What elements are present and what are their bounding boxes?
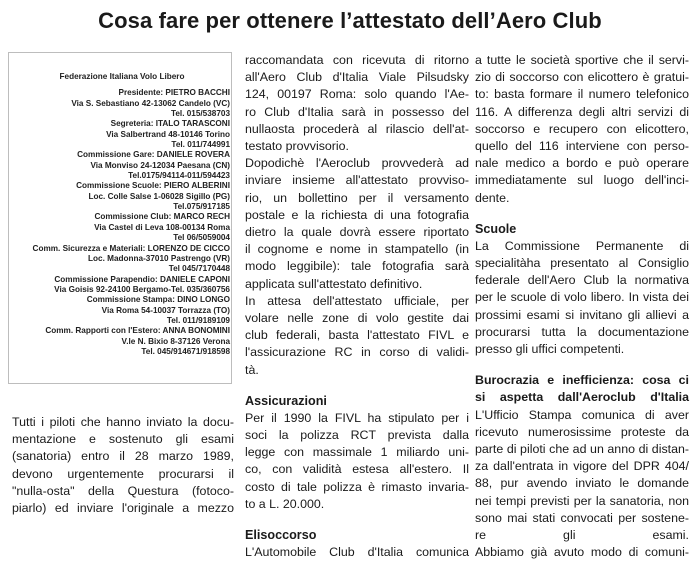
paragraph-dopodiche bbox=[245, 155, 469, 293]
text-line: ricevuto numerosissime proteste da bbox=[475, 424, 689, 439]
federation-line: Loc. Madonna-37010 Pastrengo (VR) bbox=[88, 253, 230, 263]
text-line: Tutti i piloti che hanno inviato la docu- bbox=[12, 415, 234, 429]
text-line: legge con massimale 1 miliardo uni- bbox=[245, 445, 469, 460]
paragraph-assicurazioni bbox=[245, 410, 469, 513]
text-line: l'assicurazione RC in corso di validi- bbox=[245, 345, 469, 360]
text-line: ro Club d'Italia sarà in possesso del bbox=[245, 104, 469, 119]
text-line: quello del 116 interviene con perso- bbox=[475, 139, 689, 154]
heading-line: Burocrazia e inefficienza: cosa ci bbox=[475, 373, 689, 388]
federation-line: Commissione Scuole: PIERO ALBERINI bbox=[76, 181, 230, 191]
federation-line: Via S. Sebastiano 42-13062 Candelo (VC) bbox=[71, 98, 230, 108]
text-line: Dopodichè l'Aeroclub provvederà ad bbox=[245, 156, 469, 171]
section-heading-assicurazioni: Assicurazioni bbox=[245, 393, 327, 408]
text-line: mentazione e sostenuto gli esami bbox=[12, 432, 234, 447]
text-line: testato provvisorio. bbox=[245, 139, 349, 154]
text-line: La Commissione Permanente di bbox=[475, 238, 689, 253]
text-line: (sanatoria) entro il 28 marzo 1989, bbox=[12, 449, 234, 464]
federation-line: Via Roma 54-10037 Torrazza (TO) bbox=[101, 305, 230, 315]
federation-line: Tel.075/917185 bbox=[173, 202, 230, 212]
federation-line: Presidente: PIETRO BACCHI bbox=[118, 88, 230, 98]
federation-lines bbox=[14, 88, 230, 357]
federation-directory bbox=[14, 72, 230, 357]
text-line: specialitàha presentato al Consiglio bbox=[475, 256, 689, 271]
text-line: club federali, basta l'attestato FIVL e bbox=[245, 328, 469, 343]
text-line: dietro la quale dovrà essere riportato bbox=[245, 225, 469, 240]
page-title: Cosa fare per ottenere l’attestato dell’Aero Club bbox=[98, 8, 602, 33]
section-heading-elisoccorso: Elisoccorso bbox=[245, 528, 317, 543]
federation-line: Tel. 011/9189109 bbox=[166, 315, 230, 325]
federation-line: Via Salbertrand 48-10146 Torino bbox=[106, 129, 230, 139]
paragraph-raccomandata bbox=[245, 52, 469, 155]
text-line: rio, un bollettino per il versamento bbox=[245, 190, 469, 205]
text-line: "nulla-osta" della Questura (fotoco- bbox=[12, 483, 234, 498]
federation-line: Tel. 015/538703 bbox=[170, 109, 230, 119]
federation-line: Comm. Rapporti con l'Estero: ANNA BONOMINI bbox=[45, 326, 230, 336]
federation-line: Loc. Colle Salse 1-06028 Sigillo (PG) bbox=[88, 191, 230, 201]
federation-line: Tel. 045/914671/918598 bbox=[141, 346, 230, 356]
text-line: nei tempi previsti per la sanatoria, non bbox=[475, 493, 689, 508]
text-line: zio di soccorso con elicottero è gratui- bbox=[475, 70, 689, 85]
text-line: 124, 00197 Roma: solo quando l'Ae- bbox=[245, 87, 469, 102]
text-line: tà. bbox=[245, 362, 259, 377]
text-line: presso gli uffici competenti. bbox=[475, 342, 625, 357]
federation-line: Tel. 011/744991 bbox=[171, 140, 230, 150]
text-line: re gli esami. bbox=[475, 528, 689, 543]
text-line: In attesa dell'attestato ufficiale, per bbox=[245, 293, 469, 308]
paragraph-116 bbox=[475, 52, 689, 207]
column-2 bbox=[245, 52, 469, 561]
text-line: to: basta formare il numero telefonico bbox=[475, 87, 689, 102]
federation-line: Tel 045/7170448 bbox=[168, 264, 230, 274]
text-line: immediatamente sul luogo dell'inci- bbox=[475, 173, 689, 188]
federation-line: Via Castel di Leva 108-00134 Roma bbox=[94, 222, 230, 232]
federation-line: V.le N. Bixio 8-37126 Verona bbox=[121, 336, 230, 346]
text-line: il cognome e nome in stampatello (in bbox=[245, 242, 469, 257]
text-line: za dall'entrata in vigore del DPR 404/ bbox=[475, 459, 689, 474]
paragraph-elisoccorso bbox=[245, 544, 469, 561]
paragraph-scuole bbox=[475, 238, 689, 358]
text-line: Abbiamo già avuto modo di comuni- bbox=[475, 545, 689, 560]
text-line: soccorso e recupero con elicottero, bbox=[475, 121, 689, 136]
text-line: parte di piloti che ad un anno di distan- bbox=[475, 442, 689, 457]
text-line: prossimi esami si invitano gli allievi a bbox=[475, 307, 689, 322]
text-line: sono mai stati convocati per sostene- bbox=[475, 510, 689, 525]
text-line: nullaosta procederà al rilascio dell'at- bbox=[245, 121, 469, 136]
federation-line: Commissione Gare: DANIELE ROVERA bbox=[77, 150, 230, 160]
text-line: postale e la richiesta di una fotografia bbox=[245, 207, 469, 222]
intro-paragraph bbox=[12, 414, 234, 517]
text-line: L'Ufficio Stampa comunica di aver bbox=[475, 407, 689, 422]
text-line: piarlo) ed inviare l'originale a mezzo bbox=[12, 501, 234, 516]
text-line: 116. A differenza degli altri servizi di bbox=[475, 104, 689, 119]
text-line: modo leggibile): tale fotografia sarà bbox=[245, 259, 469, 274]
text-line: L'Automobile Club d'Italia comunica bbox=[245, 545, 469, 560]
text-line: per le scuole di volo libero. In vista dei bbox=[475, 290, 689, 305]
paragraph-burocrazia bbox=[475, 407, 689, 561]
federation-line: Via Goisis 92-24100 Bergamo-Tel. 035/360756 bbox=[54, 284, 230, 294]
text-line: a tutte le società sportive che il servi- bbox=[475, 53, 689, 67]
federation-line: Segreteria: ITALO TARASCONI bbox=[110, 119, 230, 129]
paragraph-attesa bbox=[245, 293, 469, 379]
text-line: co, con validità estesa all'estero. Il bbox=[245, 462, 469, 477]
text-line: nale medico a bordo e può operare bbox=[475, 156, 689, 171]
text-line: all'Aero Club d'Italia Viale Pilsudsky bbox=[245, 70, 469, 85]
federation-line: Tel.0175/94114-011/594423 bbox=[128, 171, 230, 181]
text-line: to a L. 20.000. bbox=[245, 496, 325, 511]
text-line: raccomandata con ricevuta di ritorno bbox=[245, 53, 469, 67]
text-line: soci la polizza RCT prevista dalla bbox=[245, 428, 469, 443]
federation-line: Commissione Stampa: DINO LONGO bbox=[86, 295, 230, 305]
federation-heading: Federazione Italiana Volo Libero bbox=[59, 72, 185, 81]
text-line: costo di tale polizza è rimasto invaria- bbox=[245, 479, 469, 494]
text-line: Per il 1990 la FIVL ha stipulato per i bbox=[245, 410, 469, 425]
column-3 bbox=[475, 52, 689, 561]
text-line: dente. bbox=[475, 190, 510, 205]
federation-line: Via Monviso 24-12034 Paesana (CN) bbox=[90, 160, 230, 170]
federation-line: Comm. Sicurezza e Materiali: LORENZO DE CICCO bbox=[32, 243, 230, 253]
heading-line: si aspetta dall'Aeroclub d'Italia bbox=[475, 390, 689, 405]
text-line: federale dell'Aero Club la normativa bbox=[475, 273, 689, 288]
text-line: procurarsi tutta la documentazione bbox=[475, 324, 689, 339]
text-line: 88, pur avendo inviato le domande bbox=[475, 476, 689, 491]
section-heading-scuole: Scuole bbox=[475, 221, 517, 236]
section-heading-burocrazia bbox=[475, 372, 689, 406]
federation-line: Tel 06/5059004 bbox=[173, 233, 230, 243]
text-line: applicata sull'attestato definitivo. bbox=[245, 276, 423, 291]
text-line: inviare insieme all'attestato provviso- bbox=[245, 173, 469, 188]
federation-line: Commissione Parapendio: DANIELE CAPONI bbox=[54, 274, 230, 284]
federation-line: Commissione Club: MARCO RECH bbox=[94, 212, 230, 222]
text-line: devono urgentemente procurarsi il bbox=[12, 466, 234, 481]
text-line: volare nelle zone di volo gestite dai bbox=[245, 311, 469, 326]
